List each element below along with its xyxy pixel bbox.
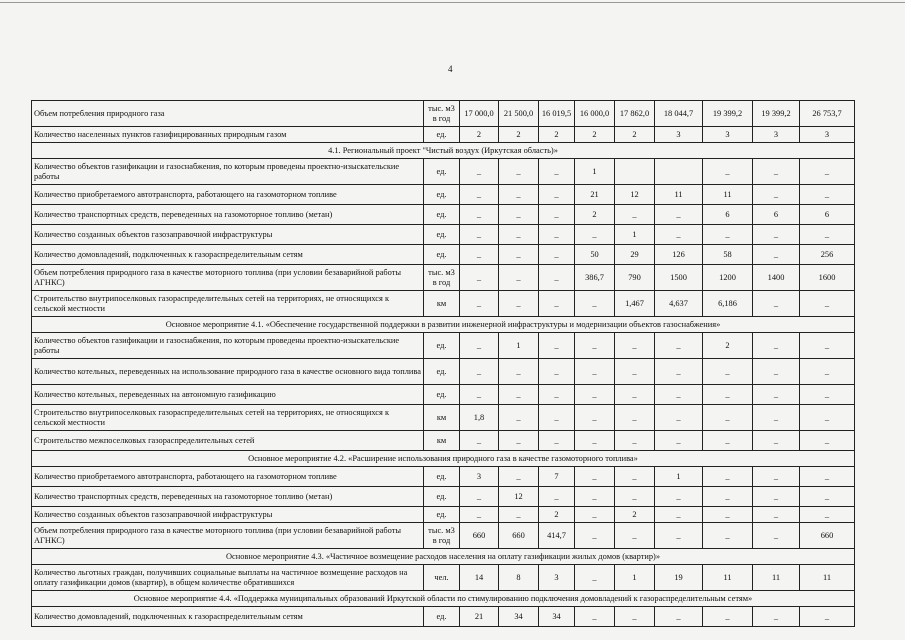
value-cell: _ [499, 265, 539, 291]
value-cell: _ [575, 523, 615, 549]
section-row [32, 317, 855, 333]
value-cell: _ [703, 159, 753, 185]
value-cell: _ [753, 385, 800, 405]
section-title: 4.1. Региональный проект "Чистый воздух (Иркутская область)» [32, 143, 855, 159]
unit-cell: ед. [424, 205, 460, 225]
value-cell: 3 [800, 127, 855, 143]
value-cell: _ [575, 385, 615, 405]
value-cell: 1 [615, 565, 655, 591]
section-title: Основное мероприятие 4.2. «Расширение использования природного газа в качестве газомоторного топлива» [32, 451, 855, 467]
value-cell: _ [460, 333, 499, 359]
unit-cell: тыс. м3 в год [424, 101, 460, 127]
value-cell: 2 [615, 127, 655, 143]
section-title: Основное мероприятие 4.4. «Поддержка муниципальных образований Иркутской области по стимулированию подключения домовладений к газораспределительным сетям» [32, 591, 855, 607]
value-cell: _ [753, 245, 800, 265]
value-cell: _ [703, 431, 753, 451]
value-cell: _ [753, 523, 800, 549]
unit-cell: тыс. м3 в год [424, 265, 460, 291]
value-cell: _ [539, 245, 575, 265]
value-cell: _ [575, 565, 615, 591]
table-row [32, 245, 855, 265]
value-cell: _ [539, 265, 575, 291]
value-cell: _ [539, 159, 575, 185]
unit-cell: км [424, 431, 460, 451]
unit-cell: ед. [424, 159, 460, 185]
value-cell: 386,7 [575, 265, 615, 291]
value-cell: _ [615, 405, 655, 431]
indicator-name: Количество льготных граждан, получивших социальные выплаты на частичное возмещение расходов на оплату газификации домов (квартир), в общем количестве обратившихся [32, 565, 424, 591]
value-cell: _ [615, 359, 655, 385]
value-cell: _ [753, 487, 800, 507]
value-cell: 29 [615, 245, 655, 265]
value-cell: 256 [800, 245, 855, 265]
unit-cell: ед. [424, 607, 460, 627]
value-cell: 58 [703, 245, 753, 265]
value-cell: _ [753, 405, 800, 431]
value-cell: 3 [753, 127, 800, 143]
value-cell: 11 [655, 185, 703, 205]
table-row [32, 333, 855, 359]
value-cell: 2 [615, 507, 655, 523]
value-cell: 17 000,0 [460, 101, 499, 127]
value-cell: _ [539, 431, 575, 451]
value-cell: _ [615, 205, 655, 225]
value-cell: 3 [655, 127, 703, 143]
indicator-name: Количество объектов газификации и газоснабжения, по которым проведены проектно-изыскательские работы [32, 333, 424, 359]
indicator-name: Объем потребления природного газа в качестве моторного топлива (при условии безаварийной работы АГНКС) [32, 523, 424, 549]
value-cell: _ [655, 523, 703, 549]
value-cell: _ [539, 185, 575, 205]
table-row [32, 385, 855, 405]
value-cell: _ [703, 225, 753, 245]
table-row [32, 565, 855, 591]
value-cell: _ [499, 507, 539, 523]
value-cell: _ [655, 507, 703, 523]
value-cell: _ [753, 431, 800, 451]
unit-cell: ед. [424, 225, 460, 245]
value-cell: _ [800, 507, 855, 523]
value-cell: _ [703, 507, 753, 523]
unit-cell: км [424, 291, 460, 317]
indicator-name: Количество населенных пунктов газифицированных природным газом [32, 127, 424, 143]
value-cell: _ [575, 225, 615, 245]
value-cell: 19 399,2 [703, 101, 753, 127]
value-cell: 1,8 [460, 405, 499, 431]
table-row [32, 127, 855, 143]
value-cell: _ [800, 333, 855, 359]
value-cell: 1 [655, 467, 703, 487]
indicator-name: Объем потребления природного газа [32, 101, 424, 127]
value-cell: _ [800, 359, 855, 385]
value-cell: _ [703, 467, 753, 487]
value-cell: _ [753, 333, 800, 359]
indicator-name: Строительство внутрипоселковых газораспределительных сетей на территориях, не относящихся к сельской местности [32, 291, 424, 317]
value-cell: _ [753, 467, 800, 487]
value-cell: 11 [800, 565, 855, 591]
value-cell: _ [800, 385, 855, 405]
section-title: Основное мероприятие 4.1. «Обеспечение государственной поддержки в развитии инженерной инфраструктуры и модернизации объектов газоснабжения» [32, 317, 855, 333]
value-cell: _ [800, 607, 855, 627]
value-cell: 16 000,0 [575, 101, 615, 127]
unit-cell: км [424, 405, 460, 431]
value-cell: 19 399,2 [753, 101, 800, 127]
value-cell: 2 [539, 507, 575, 523]
value-cell: _ [499, 159, 539, 185]
value-cell: _ [655, 205, 703, 225]
table-row [32, 291, 855, 317]
value-cell: _ [575, 291, 615, 317]
value-cell: 2 [703, 333, 753, 359]
indicator-name: Количество котельных, переведенных на автономную газификацию [32, 385, 424, 405]
value-cell: 1 [615, 225, 655, 245]
value-cell: _ [800, 225, 855, 245]
value-cell: 1 [575, 159, 615, 185]
value-cell: 2 [460, 127, 499, 143]
value-cell: _ [615, 467, 655, 487]
value-cell: _ [703, 385, 753, 405]
value-cell: _ [575, 607, 615, 627]
value-cell: 11 [753, 565, 800, 591]
table-row [32, 607, 855, 627]
table-row [32, 431, 855, 451]
indicator-name: Количество объектов газификации и газоснабжения, по которым проведены проектно-изыскательские работы [32, 159, 424, 185]
value-cell: _ [800, 405, 855, 431]
value-cell: _ [460, 225, 499, 245]
value-cell: _ [539, 333, 575, 359]
value-cell: 1,467 [615, 291, 655, 317]
value-cell: 414,7 [539, 523, 575, 549]
value-cell: _ [460, 185, 499, 205]
value-cell: _ [539, 405, 575, 431]
value-cell: 11 [703, 185, 753, 205]
indicator-name: Строительство внутрипоселковых газораспределительных сетей на территориях, не относящихся к сельской местности [32, 405, 424, 431]
section-row [32, 143, 855, 159]
table-row [32, 487, 855, 507]
table-row [32, 159, 855, 185]
value-cell: 6,186 [703, 291, 753, 317]
value-cell: _ [655, 405, 703, 431]
value-cell: _ [753, 225, 800, 245]
value-cell: _ [753, 359, 800, 385]
value-cell: 12 [615, 185, 655, 205]
unit-cell: ед. [424, 385, 460, 405]
value-cell: 14 [460, 565, 499, 591]
value-cell: _ [800, 159, 855, 185]
value-cell: _ [499, 185, 539, 205]
value-cell: _ [499, 467, 539, 487]
indicator-name: Количество приобретаемого автотранспорта, работающего на газомоторном топливе [32, 185, 424, 205]
value-cell: 6 [703, 205, 753, 225]
section-row [32, 591, 855, 607]
value-cell: _ [499, 431, 539, 451]
value-cell: _ [499, 225, 539, 245]
value-cell: _ [703, 607, 753, 627]
indicator-name: Количество приобретаемого автотранспорта, работающего на газомоторном топливе [32, 467, 424, 487]
value-cell: _ [499, 245, 539, 265]
value-cell: _ [499, 405, 539, 431]
unit-cell: чел. [424, 565, 460, 591]
value-cell: 50 [575, 245, 615, 265]
value-cell: _ [753, 607, 800, 627]
value-cell: 660 [499, 523, 539, 549]
value-cell: 6 [753, 205, 800, 225]
table-row [32, 507, 855, 523]
value-cell: _ [575, 507, 615, 523]
table-body [32, 101, 855, 627]
value-cell: _ [499, 385, 539, 405]
value-cell: _ [460, 205, 499, 225]
value-cell: _ [800, 487, 855, 507]
value-cell: _ [460, 385, 499, 405]
section-row [32, 451, 855, 467]
value-cell: _ [499, 291, 539, 317]
value-cell: _ [703, 487, 753, 507]
value-cell: 21 500,0 [499, 101, 539, 127]
indicator-name: Объем потребления природного газа в качестве моторного топлива (при условии безаварийной работы АГНКС) [32, 265, 424, 291]
value-cell: _ [460, 159, 499, 185]
value-cell: 21 [460, 607, 499, 627]
value-cell: 17 862,0 [615, 101, 655, 127]
value-cell: _ [615, 333, 655, 359]
value-cell: 7 [539, 467, 575, 487]
unit-cell: ед. [424, 333, 460, 359]
value-cell: _ [655, 487, 703, 507]
value-cell: 18 044,7 [655, 101, 703, 127]
value-cell: _ [615, 385, 655, 405]
indicator-name: Количество домовладений, подключенных к газораспределительным сетям [32, 607, 424, 627]
value-cell: 1 [499, 333, 539, 359]
value-cell: _ [800, 467, 855, 487]
value-cell: _ [753, 159, 800, 185]
value-cell: 660 [800, 523, 855, 549]
indicator-name: Количество созданных объектов газозаправочной инфраструктуры [32, 225, 424, 245]
value-cell: _ [575, 431, 615, 451]
unit-cell: ед. [424, 507, 460, 523]
value-cell: _ [615, 607, 655, 627]
value-cell: 19 [655, 565, 703, 591]
value-cell [655, 159, 703, 185]
indicator-name: Количество котельных, переведенных на использование природного газа в качестве основного вида топлива [32, 359, 424, 385]
value-cell: 1400 [753, 265, 800, 291]
value-cell: _ [499, 359, 539, 385]
indicator-name: Строительство межпоселковых газораспределительных сетей [32, 431, 424, 451]
indicator-name: Количество транспортных средств, переведенных на газомоторное топливо (метан) [32, 205, 424, 225]
value-cell: _ [499, 205, 539, 225]
value-cell: 6 [800, 205, 855, 225]
value-cell: 26 753,7 [800, 101, 855, 127]
value-cell: _ [575, 487, 615, 507]
value-cell: 2 [539, 127, 575, 143]
value-cell: _ [575, 359, 615, 385]
value-cell: 1500 [655, 265, 703, 291]
value-cell: _ [655, 431, 703, 451]
unit-cell: тыс. м3 в год [424, 523, 460, 549]
value-cell: _ [753, 291, 800, 317]
value-cell: _ [703, 523, 753, 549]
value-cell: 12 [499, 487, 539, 507]
value-cell: 1600 [800, 265, 855, 291]
value-cell: _ [703, 359, 753, 385]
value-cell: 2 [499, 127, 539, 143]
value-cell: _ [539, 487, 575, 507]
value-cell: _ [460, 487, 499, 507]
table-row [32, 359, 855, 385]
value-cell: _ [539, 385, 575, 405]
table-row [32, 265, 855, 291]
value-cell: _ [575, 333, 615, 359]
value-cell: _ [460, 359, 499, 385]
value-cell: _ [539, 359, 575, 385]
value-cell: _ [460, 431, 499, 451]
value-cell: _ [575, 467, 615, 487]
unit-cell: ед. [424, 359, 460, 385]
value-cell: _ [655, 333, 703, 359]
value-cell: _ [753, 507, 800, 523]
value-cell: 3 [539, 565, 575, 591]
unit-cell: ед. [424, 467, 460, 487]
unit-cell: ед. [424, 127, 460, 143]
value-cell: _ [655, 385, 703, 405]
unit-cell: ед. [424, 185, 460, 205]
value-cell: _ [655, 359, 703, 385]
value-cell: 8 [499, 565, 539, 591]
value-cell: 1200 [703, 265, 753, 291]
value-cell: 2 [575, 127, 615, 143]
table-row [32, 225, 855, 245]
value-cell: _ [655, 607, 703, 627]
value-cell: _ [800, 185, 855, 205]
section-row [32, 549, 855, 565]
section-title: Основное мероприятие 4.3. «Частичное возмещение расходов населения на оплату газификации жилых домов (квартир)» [32, 549, 855, 565]
value-cell: 790 [615, 265, 655, 291]
value-cell: 16 019,5 [539, 101, 575, 127]
indicators-table [31, 100, 855, 627]
page-number: 4 [448, 64, 453, 74]
value-cell: _ [655, 225, 703, 245]
value-cell: 660 [460, 523, 499, 549]
unit-cell: ед. [424, 487, 460, 507]
top-rule [0, 2, 905, 3]
value-cell: _ [800, 431, 855, 451]
value-cell: 3 [703, 127, 753, 143]
value-cell: _ [753, 185, 800, 205]
value-cell: _ [615, 431, 655, 451]
value-cell: 34 [539, 607, 575, 627]
table-row [32, 205, 855, 225]
value-cell: 2 [575, 205, 615, 225]
value-cell: _ [539, 225, 575, 245]
value-cell: 11 [703, 565, 753, 591]
table-row [32, 467, 855, 487]
value-cell [615, 159, 655, 185]
value-cell: _ [460, 245, 499, 265]
value-cell: 21 [575, 185, 615, 205]
value-cell: _ [539, 205, 575, 225]
value-cell: _ [460, 507, 499, 523]
value-cell: 126 [655, 245, 703, 265]
indicator-name: Количество домовладений, подключенных к газораспределительным сетям [32, 245, 424, 265]
value-cell: _ [615, 523, 655, 549]
value-cell: 34 [499, 607, 539, 627]
value-cell: _ [800, 291, 855, 317]
value-cell: _ [460, 265, 499, 291]
value-cell: _ [460, 291, 499, 317]
value-cell: _ [703, 405, 753, 431]
value-cell: _ [539, 291, 575, 317]
value-cell: _ [575, 405, 615, 431]
indicator-name: Количество транспортных средств, переведенных на газомоторное топливо (метан) [32, 487, 424, 507]
table-row [32, 101, 855, 127]
table-row [32, 523, 855, 549]
value-cell: 4,637 [655, 291, 703, 317]
unit-cell: ед. [424, 245, 460, 265]
table-row [32, 405, 855, 431]
value-cell: 3 [460, 467, 499, 487]
table-row [32, 185, 855, 205]
indicator-name: Количество созданных объектов газозаправочной инфраструктуры [32, 507, 424, 523]
value-cell: _ [615, 487, 655, 507]
